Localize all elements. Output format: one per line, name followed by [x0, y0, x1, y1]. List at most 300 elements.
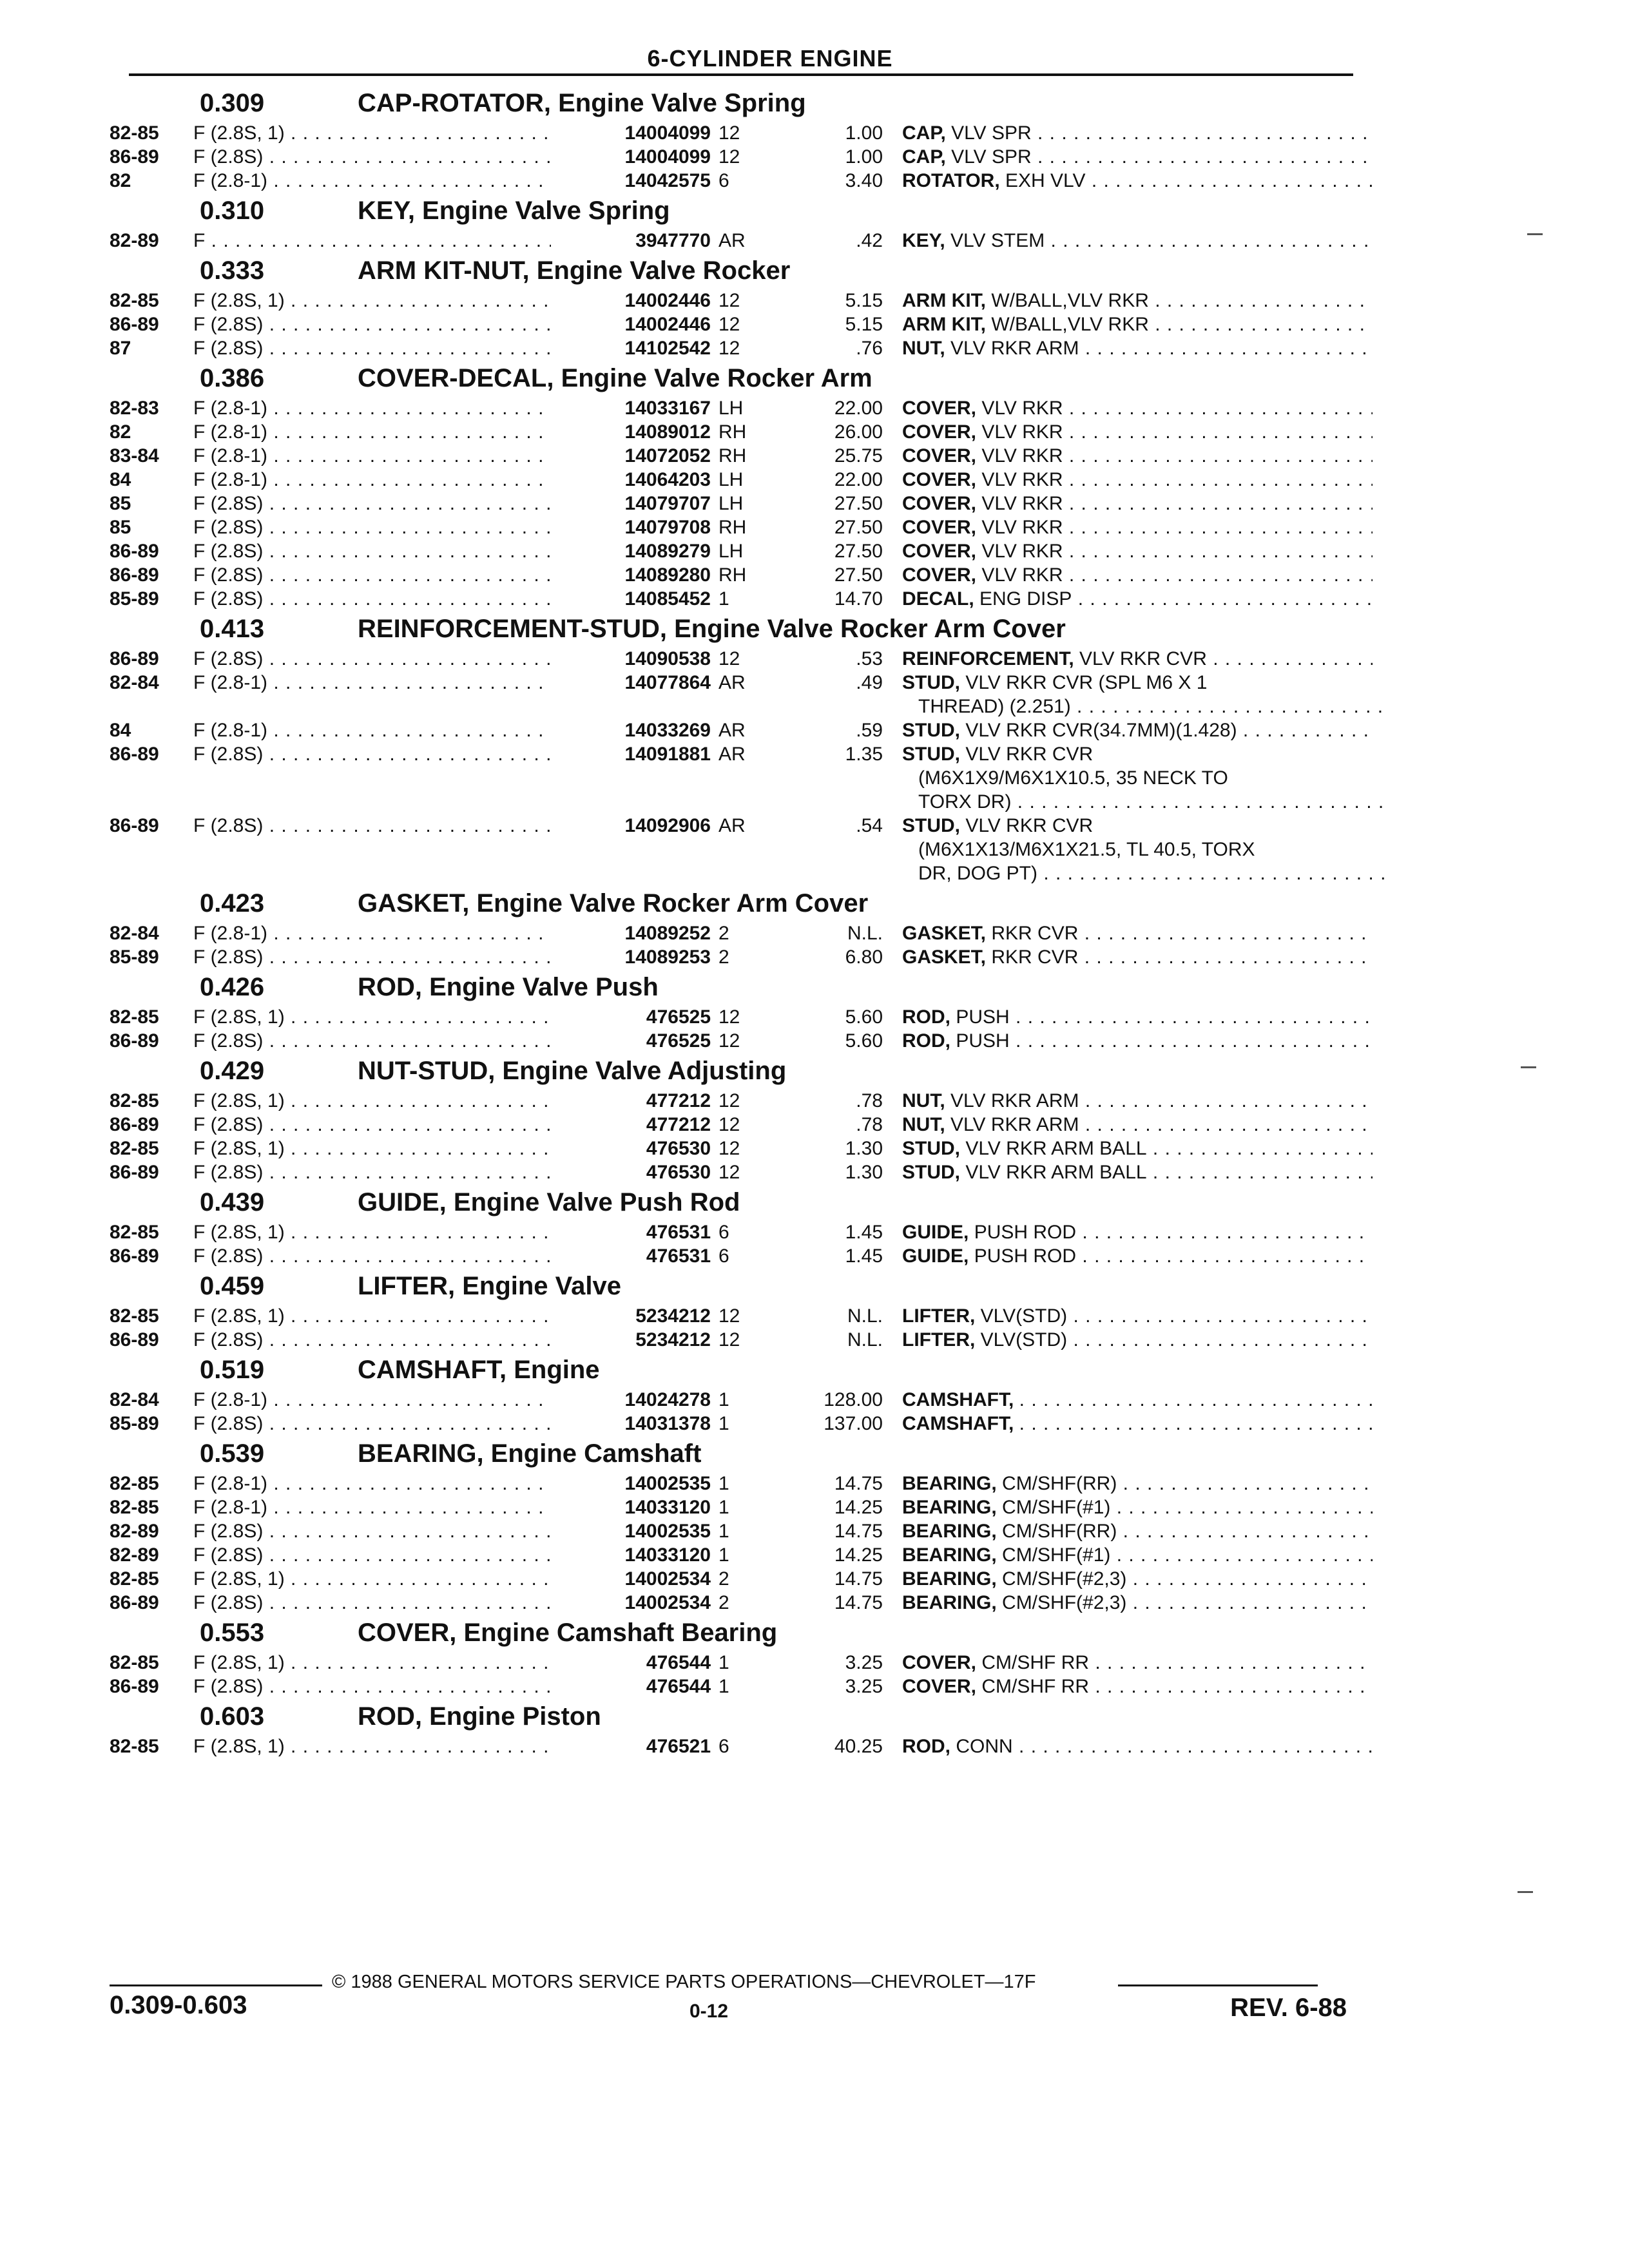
quantity: 1 — [718, 1676, 729, 1697]
price: 1.00 — [845, 146, 883, 168]
part-description — [902, 444, 1373, 468]
price: 14.25 — [834, 1497, 883, 1518]
quantity: 2 — [718, 923, 729, 944]
quantity: 12 — [718, 146, 740, 168]
price: 27.50 — [834, 564, 883, 586]
part-name: DECAL, — [902, 588, 974, 610]
part-description — [902, 1137, 1373, 1160]
model-years: 82-85 — [110, 1006, 159, 1028]
part-name: COVER, — [902, 1676, 977, 1697]
description-continuation — [110, 861, 1366, 885]
part-name: GASKET, — [902, 923, 987, 944]
part-row — [110, 420, 1366, 444]
description-text: CM/SHF(RR) — [1002, 1521, 1117, 1542]
description-text: VLV RKR — [981, 421, 1063, 443]
part-name: COVER, — [902, 493, 977, 514]
part-description — [902, 1005, 1373, 1029]
part-name: BEARING, — [902, 1497, 997, 1518]
application: F (2.8-1) . . . — [193, 1472, 644, 1495]
description-text: PUSH ROD — [974, 1222, 1077, 1243]
part-row — [110, 945, 1366, 969]
part-description — [902, 1412, 1373, 1436]
application: F (2.8-1) . . . — [193, 396, 644, 420]
part-row — [110, 336, 1366, 360]
part-description — [902, 921, 1373, 945]
part-description — [902, 695, 1389, 718]
application: F (2.8S, 1) . . . — [193, 289, 644, 312]
price: 14.75 — [834, 1473, 883, 1494]
part-name: STUD, — [902, 744, 960, 765]
part-number: 5234212 — [551, 1328, 711, 1352]
part-number: 14064203 — [551, 468, 711, 492]
application: F (2.8S) . . . — [193, 1328, 644, 1352]
part-number: 14089279 — [551, 539, 711, 563]
description-text: W/BALL,VLV RKR — [991, 314, 1149, 335]
description-text: VLV RKR — [981, 541, 1063, 562]
application: F (2.8S) . . . — [193, 1519, 644, 1543]
model-years: 86-89 — [110, 314, 159, 335]
part-row — [110, 492, 1366, 515]
part-name: GASKET, — [902, 947, 987, 968]
model-years: 82-84 — [110, 672, 159, 693]
quantity: AR — [718, 230, 746, 251]
application: F (2.8S, 1) . . . — [193, 1089, 644, 1113]
quantity: LH — [718, 541, 744, 562]
quantity: 12 — [718, 1030, 740, 1052]
part-description — [902, 766, 1389, 790]
page-number: 0-12 — [689, 2001, 729, 2022]
description-text: CM/SHF RR — [981, 1676, 1090, 1697]
description-text: VLV RKR ARM — [950, 1090, 1079, 1111]
section-code: 0.519 — [200, 1356, 265, 1384]
section-code: 0.423 — [200, 889, 265, 918]
application: F (2.8S) . . . — [193, 336, 644, 360]
part-number: 476525 — [551, 1029, 711, 1053]
part-row — [110, 229, 1366, 253]
part-name: CAMSHAFT, — [902, 1389, 1014, 1410]
part-description — [902, 1244, 1373, 1268]
description-text: TORX DR) — [918, 791, 1012, 812]
model-years: 82-83 — [110, 398, 159, 419]
model-years: 82-85 — [110, 1568, 159, 1590]
part-name: STUD, — [902, 1138, 960, 1159]
price: .53 — [856, 648, 883, 669]
part-number: 3947770 — [551, 229, 711, 253]
application: F (2.8-1) . . . — [193, 444, 644, 468]
section-heading — [110, 1268, 1366, 1304]
part-name: REINFORCEMENT, — [902, 648, 1074, 669]
section-title: LIFTER, Engine Valve — [358, 1272, 621, 1300]
part-row — [110, 444, 1366, 468]
description-text: VLV RKR — [981, 493, 1063, 514]
part-name: COVER, — [902, 1652, 977, 1673]
part-description — [902, 647, 1373, 671]
quantity: 1 — [718, 1497, 729, 1518]
description-text: EXH VLV — [1005, 170, 1086, 191]
model-years: 82-84 — [110, 923, 159, 944]
part-description — [902, 1495, 1373, 1519]
part-row — [110, 1137, 1366, 1160]
application: F (2.8S, 1) . . . — [193, 1304, 644, 1328]
price: .54 — [856, 815, 883, 836]
part-number: 14092906 — [551, 814, 711, 838]
part-name: BEARING, — [902, 1521, 997, 1542]
description-continuation — [110, 695, 1366, 718]
application: F (2.8-1) . . . — [193, 718, 644, 742]
price: 27.50 — [834, 493, 883, 514]
part-row — [110, 1472, 1366, 1495]
quantity: LH — [718, 493, 744, 514]
part-row — [110, 814, 1366, 838]
quantity: 12 — [718, 1305, 740, 1327]
application: F (2.8S) . . . — [193, 587, 644, 611]
price: 1.45 — [845, 1222, 883, 1243]
price: 26.00 — [834, 421, 883, 443]
quantity: AR — [718, 744, 746, 765]
quantity: 2 — [718, 1592, 729, 1613]
part-row — [110, 587, 1366, 611]
part-name: NUT, — [902, 1090, 945, 1111]
quantity: RH — [718, 564, 747, 586]
part-name: ARM KIT, — [902, 314, 986, 335]
part-name: GUIDE, — [902, 1222, 969, 1243]
description-text: VLV RKR ARM — [950, 338, 1079, 359]
price: N.L. — [847, 1305, 883, 1327]
price: 1.35 — [845, 744, 883, 765]
description-text: VLV RKR ARM — [950, 1114, 1079, 1135]
description-text: VLV RKR CVR (SPL M6 X 1 — [965, 672, 1208, 693]
section-code: 0.539 — [200, 1439, 265, 1468]
application: F (2.8S, 1) . . . — [193, 1137, 644, 1160]
part-name: KEY, — [902, 230, 945, 251]
part-name: BEARING, — [902, 1544, 997, 1566]
part-number: 476544 — [551, 1651, 711, 1675]
model-years: 86-89 — [110, 1245, 159, 1267]
quantity: 12 — [718, 122, 740, 144]
part-number: 14002446 — [551, 312, 711, 336]
part-row — [110, 921, 1366, 945]
part-description — [902, 1220, 1373, 1244]
section-heading — [110, 1053, 1366, 1089]
part-description — [902, 312, 1373, 336]
part-description — [902, 790, 1389, 814]
price: 14.70 — [834, 588, 883, 610]
model-years: 82-89 — [110, 230, 159, 251]
description-text: CM/SHF(#1) — [1002, 1497, 1111, 1518]
part-description — [902, 229, 1373, 253]
part-row — [110, 396, 1366, 420]
model-years: 86-89 — [110, 1114, 159, 1135]
part-name: BEARING, — [902, 1592, 997, 1613]
model-years: 85-89 — [110, 1413, 159, 1434]
part-number: 14002535 — [551, 1472, 711, 1495]
quantity: 6 — [718, 1245, 729, 1267]
quantity: 12 — [718, 1138, 740, 1159]
part-description — [902, 1675, 1373, 1698]
part-number: 14002534 — [551, 1567, 711, 1591]
section-heading — [110, 1436, 1366, 1472]
part-name: ROD, — [902, 1006, 950, 1028]
quantity: 2 — [718, 947, 729, 968]
quantity: 12 — [718, 1090, 740, 1111]
part-row — [110, 1160, 1366, 1184]
part-number: 14033269 — [551, 718, 711, 742]
part-number: 14004099 — [551, 145, 711, 169]
description-text: VLV RKR CVR — [965, 744, 1094, 765]
price: 22.00 — [834, 469, 883, 490]
part-description — [902, 1304, 1373, 1328]
application: F . . . — [193, 229, 644, 253]
part-name: CAP, — [902, 122, 946, 144]
application: F (2.8S) . . . — [193, 515, 644, 539]
description-text: DR, DOG PT) — [918, 863, 1037, 884]
description-text: ENG DISP — [979, 588, 1072, 610]
model-years: 82 — [110, 170, 131, 191]
description-continuation — [110, 838, 1366, 861]
model-years: 82-85 — [110, 1736, 159, 1757]
part-number: 14089280 — [551, 563, 711, 587]
part-number: 14033167 — [551, 396, 711, 420]
part-description — [902, 515, 1373, 539]
quantity: AR — [718, 815, 746, 836]
part-row — [110, 1591, 1366, 1615]
part-number: 14089253 — [551, 945, 711, 969]
part-number: 476525 — [551, 1005, 711, 1029]
application: F (2.8-1) . . . — [193, 921, 644, 945]
model-years: 82-85 — [110, 1222, 159, 1243]
price: .59 — [856, 720, 883, 741]
part-row — [110, 1675, 1366, 1698]
price: 1.45 — [845, 1245, 883, 1267]
part-number: 476530 — [551, 1137, 711, 1160]
quantity: 12 — [718, 338, 740, 359]
part-name: STUD, — [902, 720, 960, 741]
section-title: ROD, Engine Valve Push — [358, 973, 659, 1001]
application: F (2.8S, 1) . . . — [193, 1651, 644, 1675]
part-number: 14004099 — [551, 121, 711, 145]
application: F (2.8S) . . . — [193, 145, 644, 169]
margin-mark — [1527, 233, 1543, 235]
description-text: W/BALL,VLV RKR — [991, 290, 1149, 311]
part-description — [902, 945, 1373, 969]
description-text: VLV RKR ARM BALL — [965, 1138, 1147, 1159]
description-text: VLV SPR — [951, 122, 1032, 144]
part-row — [110, 1495, 1366, 1519]
model-years: 84 — [110, 469, 131, 490]
description-text: VLV RKR ARM BALL — [965, 1162, 1147, 1183]
description-text: CM/SHF(RR) — [1002, 1473, 1117, 1494]
price: .42 — [856, 230, 883, 251]
model-years: 86-89 — [110, 1329, 159, 1350]
model-years: 86-89 — [110, 1676, 159, 1697]
model-years: 86-89 — [110, 1030, 159, 1052]
section-title: GUIDE, Engine Valve Push Rod — [358, 1188, 740, 1216]
quantity: 1 — [718, 1413, 729, 1434]
margin-mark — [1518, 1891, 1533, 1893]
application: F (2.8S, 1) . . . — [193, 1567, 644, 1591]
part-description — [902, 420, 1373, 444]
part-description — [902, 563, 1373, 587]
application: F (2.8S, 1) . . . — [193, 1005, 644, 1029]
description-text: VLV RKR — [981, 517, 1063, 538]
part-name: ARM KIT, — [902, 290, 986, 311]
quantity: 1 — [718, 1389, 729, 1410]
part-row — [110, 1519, 1366, 1543]
application: F (2.8S) . . . — [193, 945, 644, 969]
part-number: 5234212 — [551, 1304, 711, 1328]
part-number: 14079708 — [551, 515, 711, 539]
part-description — [902, 121, 1373, 145]
footer-rule-left — [110, 1984, 322, 1986]
part-number: 14024278 — [551, 1388, 711, 1412]
application: F (2.8S) . . . — [193, 647, 644, 671]
application: F (2.8-1) . . . — [193, 671, 644, 695]
section-title: NUT-STUD, Engine Valve Adjusting — [358, 1057, 787, 1085]
part-number: 14079707 — [551, 492, 711, 515]
part-row — [110, 1651, 1366, 1675]
quantity: 1 — [718, 588, 729, 610]
model-years: 82 — [110, 421, 131, 443]
application: F (2.8S) . . . — [193, 1160, 644, 1184]
application: F (2.8S) . . . — [193, 814, 644, 838]
part-row — [110, 515, 1366, 539]
price: .49 — [856, 672, 883, 693]
section-title: REINFORCEMENT-STUD, Engine Valve Rocker Arm Cover — [358, 615, 1066, 643]
price: 14.75 — [834, 1568, 883, 1590]
section-title: GASKET, Engine Valve Rocker Arm Cover — [358, 889, 869, 918]
model-years: 86-89 — [110, 744, 159, 765]
description-text: CM/SHF(#2,3) — [1002, 1568, 1127, 1590]
quantity: 12 — [718, 648, 740, 669]
model-years: 82-85 — [110, 1090, 159, 1111]
part-name: LIFTER, — [902, 1305, 976, 1327]
part-name: COVER, — [902, 421, 977, 443]
model-years: 87 — [110, 338, 131, 359]
part-row — [110, 145, 1366, 169]
part-description — [902, 289, 1373, 312]
section-code: 0.413 — [200, 615, 265, 643]
part-name: CAMSHAFT, — [902, 1413, 1014, 1434]
section-code: 0.333 — [200, 256, 265, 285]
footer-rule-right — [1118, 1984, 1318, 1986]
price: 6.80 — [845, 947, 883, 968]
part-description — [902, 492, 1373, 515]
section-title: KEY, Engine Valve Spring — [358, 197, 670, 225]
part-row — [110, 1543, 1366, 1567]
part-number: 14033120 — [551, 1543, 711, 1567]
application: F (2.8S) . . . — [193, 742, 644, 766]
part-number: 476531 — [551, 1220, 711, 1244]
application: F (2.8S) . . . — [193, 1591, 644, 1615]
part-description — [902, 742, 1373, 766]
model-years: 83-84 — [110, 445, 159, 466]
part-description — [902, 1472, 1373, 1495]
description-text: VLV SPR — [951, 146, 1032, 168]
quantity: 1 — [718, 1544, 729, 1566]
section-heading — [110, 1184, 1366, 1220]
price: 40.25 — [834, 1736, 883, 1757]
application: F (2.8S, 1) . . . — [193, 121, 644, 145]
part-number: 14002534 — [551, 1591, 711, 1615]
model-years: 82-85 — [110, 1138, 159, 1159]
quantity: 12 — [718, 290, 740, 311]
part-description — [902, 539, 1373, 563]
quantity: 1 — [718, 1521, 729, 1542]
part-number: 476530 — [551, 1160, 711, 1184]
quantity: 2 — [718, 1568, 729, 1590]
model-years: 82-85 — [110, 290, 159, 311]
part-number: 476521 — [551, 1735, 711, 1758]
part-number: 14089012 — [551, 420, 711, 444]
model-years: 82-85 — [110, 122, 159, 144]
description-text: CM/SHF(#2,3) — [1002, 1592, 1127, 1613]
part-description — [902, 587, 1373, 611]
application: F (2.8S) . . . — [193, 1029, 644, 1053]
part-description — [902, 671, 1373, 695]
part-number: 477212 — [551, 1113, 711, 1137]
part-name: ROD, — [902, 1736, 950, 1757]
price: N.L. — [847, 1329, 883, 1350]
part-description — [902, 1651, 1373, 1675]
description-text: CONN — [956, 1736, 1013, 1757]
price: 14.75 — [834, 1521, 883, 1542]
part-name: STUD, — [902, 672, 960, 693]
model-years: 86-89 — [110, 815, 159, 836]
model-years: 82-89 — [110, 1544, 159, 1566]
description-text: (M6X1X13/M6X1X21.5, TL 40.5, TORX — [918, 839, 1255, 860]
part-row — [110, 1244, 1366, 1268]
section-title: COVER, Engine Camshaft Bearing — [358, 1619, 778, 1647]
section-code: 0.309 — [200, 89, 265, 117]
quantity: 1 — [718, 1652, 729, 1673]
part-number: 476531 — [551, 1244, 711, 1268]
model-years: 86-89 — [110, 541, 159, 562]
part-description — [902, 1113, 1373, 1137]
quantity: RH — [718, 421, 747, 443]
quantity: 6 — [718, 1222, 729, 1243]
description-text: RKR CVR — [991, 923, 1079, 944]
part-name: ROD, — [902, 1030, 950, 1052]
quantity: AR — [718, 672, 746, 693]
quantity: 1 — [718, 1473, 729, 1494]
quantity: 6 — [718, 170, 729, 191]
application: F (2.8-1) . . . — [193, 468, 644, 492]
revision-label: REV. 6-88 — [1230, 1994, 1347, 2022]
part-number: 477212 — [551, 1089, 711, 1113]
quantity: 12 — [718, 314, 740, 335]
part-row — [110, 289, 1366, 312]
part-description — [902, 1160, 1373, 1184]
part-row — [110, 563, 1366, 587]
description-text: VLV RKR CVR — [1079, 648, 1207, 669]
part-name: COVER, — [902, 541, 977, 562]
part-number: 14077864 — [551, 671, 711, 695]
section-heading — [110, 253, 1366, 289]
description-continuation — [110, 790, 1366, 814]
section-title: CAP-ROTATOR, Engine Valve Spring — [358, 89, 806, 117]
page-title: 6-CYLINDER ENGINE — [647, 45, 893, 72]
description-text: PUSH ROD — [974, 1245, 1077, 1267]
part-row — [110, 1412, 1366, 1436]
part-number: 14102542 — [551, 336, 711, 360]
description-continuation — [110, 766, 1366, 790]
part-row — [110, 1005, 1366, 1029]
description-text: (M6X1X9/M6X1X10.5, 35 NECK TO — [918, 767, 1228, 789]
section-title: ROD, Engine Piston — [358, 1702, 601, 1731]
part-name: COVER, — [902, 517, 977, 538]
model-years: 82-89 — [110, 1521, 159, 1542]
part-description — [902, 396, 1373, 420]
